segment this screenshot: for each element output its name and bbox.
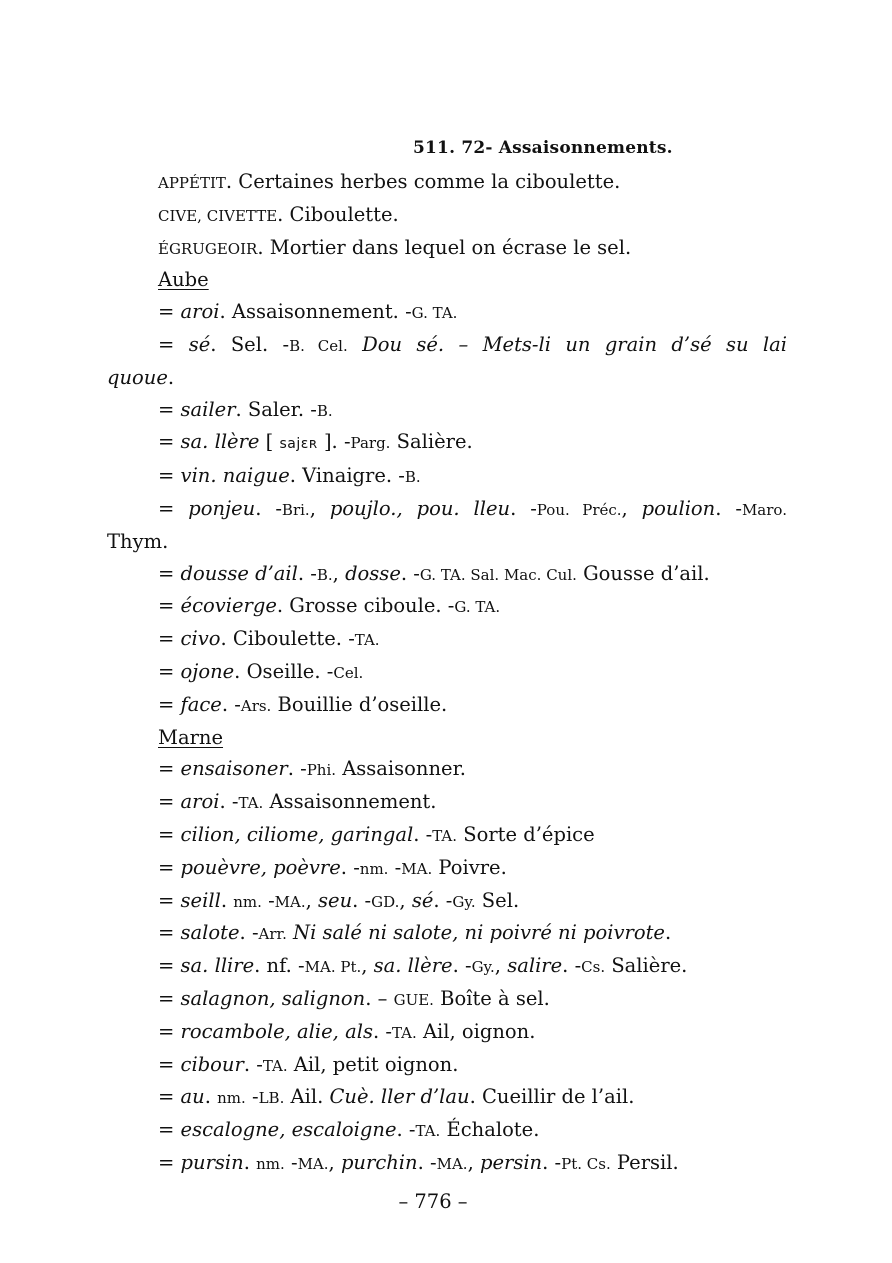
entry-cive: [107, 201, 787, 234]
source-abbr: Gy.: [452, 892, 476, 911]
dialect-word: dosse: [345, 561, 401, 585]
source-abbr: MA.: [274, 892, 306, 911]
dialect-word: seu: [318, 888, 353, 912]
entry-vinaigue: = vin. naigue. Vinaigre. -B.: [158, 464, 421, 488]
headword: ÉGRUGEOIR: [158, 239, 258, 258]
dialect-word: cilion, ciliome, garingal: [180, 822, 414, 846]
phonetic-transcription: sajɛʀ: [279, 436, 318, 453]
source-abbr: G. TA.: [411, 304, 458, 323]
entry-ponjeu: = ponjeu. -Bri., poujlo., pou. lleu. -Pou. Préc., poulion. -Maro.: [158, 496, 787, 520]
source-abbr: LB.: [258, 1089, 285, 1108]
source-abbr: Parg.: [350, 434, 391, 453]
entry-marne-aroi: = aroi. -TA. Assaisonnement.: [158, 790, 437, 814]
entry-ensaisoner: = ensaisoner. -Phi. Assaisonner.: [158, 757, 466, 781]
dialect-word: cibour: [180, 1052, 244, 1076]
dialect-word: salagnon, salignon: [180, 986, 366, 1010]
dialect-word: pouèvre, poèvre: [180, 855, 341, 879]
entry-salliere: = sa. llère [ sajɛʀ ]. -Parg. Salière.: [158, 430, 473, 454]
page-number: – 776 –: [398, 1190, 468, 1213]
entry-au: = au. nm. -LB. Ail. Cuè. ller d’lau. Cueillir de l’ail.: [158, 1085, 635, 1109]
source-abbr: GD.: [371, 892, 400, 911]
source-abbr: G. TA.: [454, 598, 501, 617]
source-abbr: GUE.: [393, 990, 434, 1009]
dialect-word: ojone: [180, 659, 235, 683]
source-abbr: B.: [316, 565, 333, 584]
source-abbr: TA.: [354, 631, 380, 650]
gender-abbr: nm.: [256, 1154, 285, 1173]
dialect-word: poulion: [641, 496, 716, 520]
source-abbr: Bri.: [281, 500, 310, 519]
gender-abbr: nm.: [359, 859, 389, 878]
source-abbr: B.: [316, 401, 333, 420]
dialect-word: seill: [180, 888, 221, 912]
entry-salagnon: = salagnon, salignon. – GUE. Boîte à sel.: [158, 986, 550, 1010]
dialect-word: sé: [188, 332, 211, 356]
dialect-word: vin. naigue: [180, 464, 290, 488]
dialect-word: ponjeu: [188, 496, 256, 520]
dialect-word: dousse d’ail: [180, 561, 298, 585]
source-abbr: MA.: [297, 1154, 329, 1173]
dialect-word: pursin: [180, 1150, 244, 1174]
dialect-word: poujlo., pou. lleu: [329, 496, 511, 520]
dialect-word: sailer: [180, 397, 236, 421]
source-abbr: TA.: [415, 1122, 441, 1141]
headword: CIVE, CIVETTE: [158, 206, 278, 225]
source-abbr: TA.: [262, 1056, 288, 1075]
source-abbr: G. TA. Sal. Mac. Cul.: [419, 565, 577, 584]
entry-face: = face. -Ars. Bouillie d’oseille.: [158, 692, 448, 716]
entry-ojone: = ojone. Oseille. -Cel.: [158, 659, 364, 683]
entry-egrugeoir: [107, 234, 787, 267]
source-abbr: MA. Pt.: [304, 958, 362, 977]
dialect-word: ensaisoner: [180, 757, 288, 781]
entry-salire: = sa. llire. nf. -MA. Pt., sa. llère. -Gy., salire. -Cs. Salière.: [158, 954, 688, 978]
dialect-word: persin: [479, 1150, 543, 1174]
entry-dousse: = dousse d’ail. -B., dosse. -G. TA. Sal. Mac. Cul. Gousse d’ail.: [158, 561, 710, 585]
source-abbr: Phi.: [306, 761, 337, 780]
dialect-word: civo: [180, 627, 221, 651]
dialect-word: sa. llère: [180, 430, 260, 454]
dialect-word: sé: [411, 888, 434, 912]
example: Cuè. ller d’lau: [329, 1085, 470, 1109]
headword: APPÉTIT: [158, 174, 226, 192]
source-abbr: B. Cel.: [289, 336, 348, 355]
source-abbr: Maro.: [741, 500, 787, 519]
dialect-word: face: [180, 692, 222, 716]
dialect-word: sa. llère: [373, 954, 453, 978]
source-abbr: Pou. Préc.: [536, 500, 622, 519]
entry-cibour: = cibour. -TA. Ail, petit oignon.: [158, 1052, 459, 1076]
dialect-word: au: [180, 1085, 205, 1109]
source-abbr: B.: [404, 468, 421, 487]
dialect-word: salire: [507, 954, 563, 978]
entry-salote: = salote. -Arr. Ni salé ni salote, ni poivré ni poivrote.: [158, 921, 672, 945]
source-abbr: Pt. Cs.: [561, 1154, 611, 1173]
entry-pursin: = pursin. nm. -MA., purchin. -MA., persin. -Pt. Cs. Persil.: [158, 1150, 679, 1174]
source-abbr: Ars.: [240, 696, 272, 715]
dialect-word: rocambole, alie, als: [180, 1019, 373, 1043]
section-heading: 511. 72- Assaisonnements.: [413, 138, 673, 158]
gender-abbr: nm.: [233, 892, 262, 911]
source-abbr: TA.: [238, 794, 264, 813]
source-abbr: Arr.: [258, 925, 287, 944]
source-abbr: Gy.: [471, 958, 495, 977]
entry-se: = sé. Sel. -B. Cel. Dou sé. – Mets-li un grain d’sé su lai: [158, 332, 787, 356]
dialect-word: aroi: [180, 790, 220, 814]
source-abbr: MA.: [401, 859, 433, 878]
entry-aroi: = aroi. Assaisonnement. -G. TA.: [158, 300, 458, 324]
entry-rocambole: = rocambole, alie, als. -TA. Ail, oignon.: [158, 1019, 536, 1043]
source-abbr: Cs.: [581, 958, 606, 977]
entry-cilion: = cilion, ciliome, garingal. -TA. Sorte d’épice: [158, 822, 595, 846]
entry-ponjeu-continuation: Thym.: [107, 529, 169, 553]
dialect-word: écovierge: [180, 594, 277, 618]
dialect-word: escalogne, escaloigne: [180, 1118, 397, 1142]
source-abbr: Cel.: [333, 663, 364, 682]
example: Dou sé. – Mets-li un grain d’sé su lai: [362, 332, 787, 356]
dialect-word: salote: [180, 921, 240, 945]
entry-escalogne: = escalogne, escaloigne. -TA. Échalote.: [158, 1118, 540, 1142]
source-abbr: TA.: [391, 1023, 417, 1042]
source-abbr: TA.: [432, 826, 458, 845]
section-title-marne: Marne: [158, 725, 224, 749]
dialect-word: purchin: [340, 1150, 418, 1174]
entries-list: [107, 168, 787, 1182]
dialect-word: sa. llire: [180, 954, 255, 978]
entry-ecovierge: = écovierge. Grosse ciboule. -G. TA.: [158, 594, 501, 618]
entry-appetit: [107, 168, 787, 201]
dialect-word: aroi: [180, 300, 220, 324]
definition: . Ciboulette.: [277, 202, 399, 226]
definition: . Certaines herbes comme la ciboulette.: [225, 170, 621, 193]
section-title-aube: Aube: [158, 268, 209, 292]
example: Ni salé ni salote, ni poivré ni poivrote: [293, 921, 665, 945]
entry-sailer: = sailer. Saler. -B.: [158, 397, 333, 421]
entry-seill: = seill. nm. -MA., seu. -GD., sé. -Gy. Sel.: [158, 888, 520, 912]
source-abbr: MA.: [436, 1154, 468, 1173]
entry-civo: = civo. Ciboulette. -TA.: [158, 627, 380, 651]
gender-abbr: nm.: [217, 1089, 246, 1108]
definition: . Mortier dans lequel on écrase le sel.: [257, 235, 632, 259]
entry-pouevre: = pouèvre, poèvre. -nm. -MA. Poivre.: [158, 855, 507, 879]
entry-se-continuation: quoue.: [107, 365, 175, 389]
